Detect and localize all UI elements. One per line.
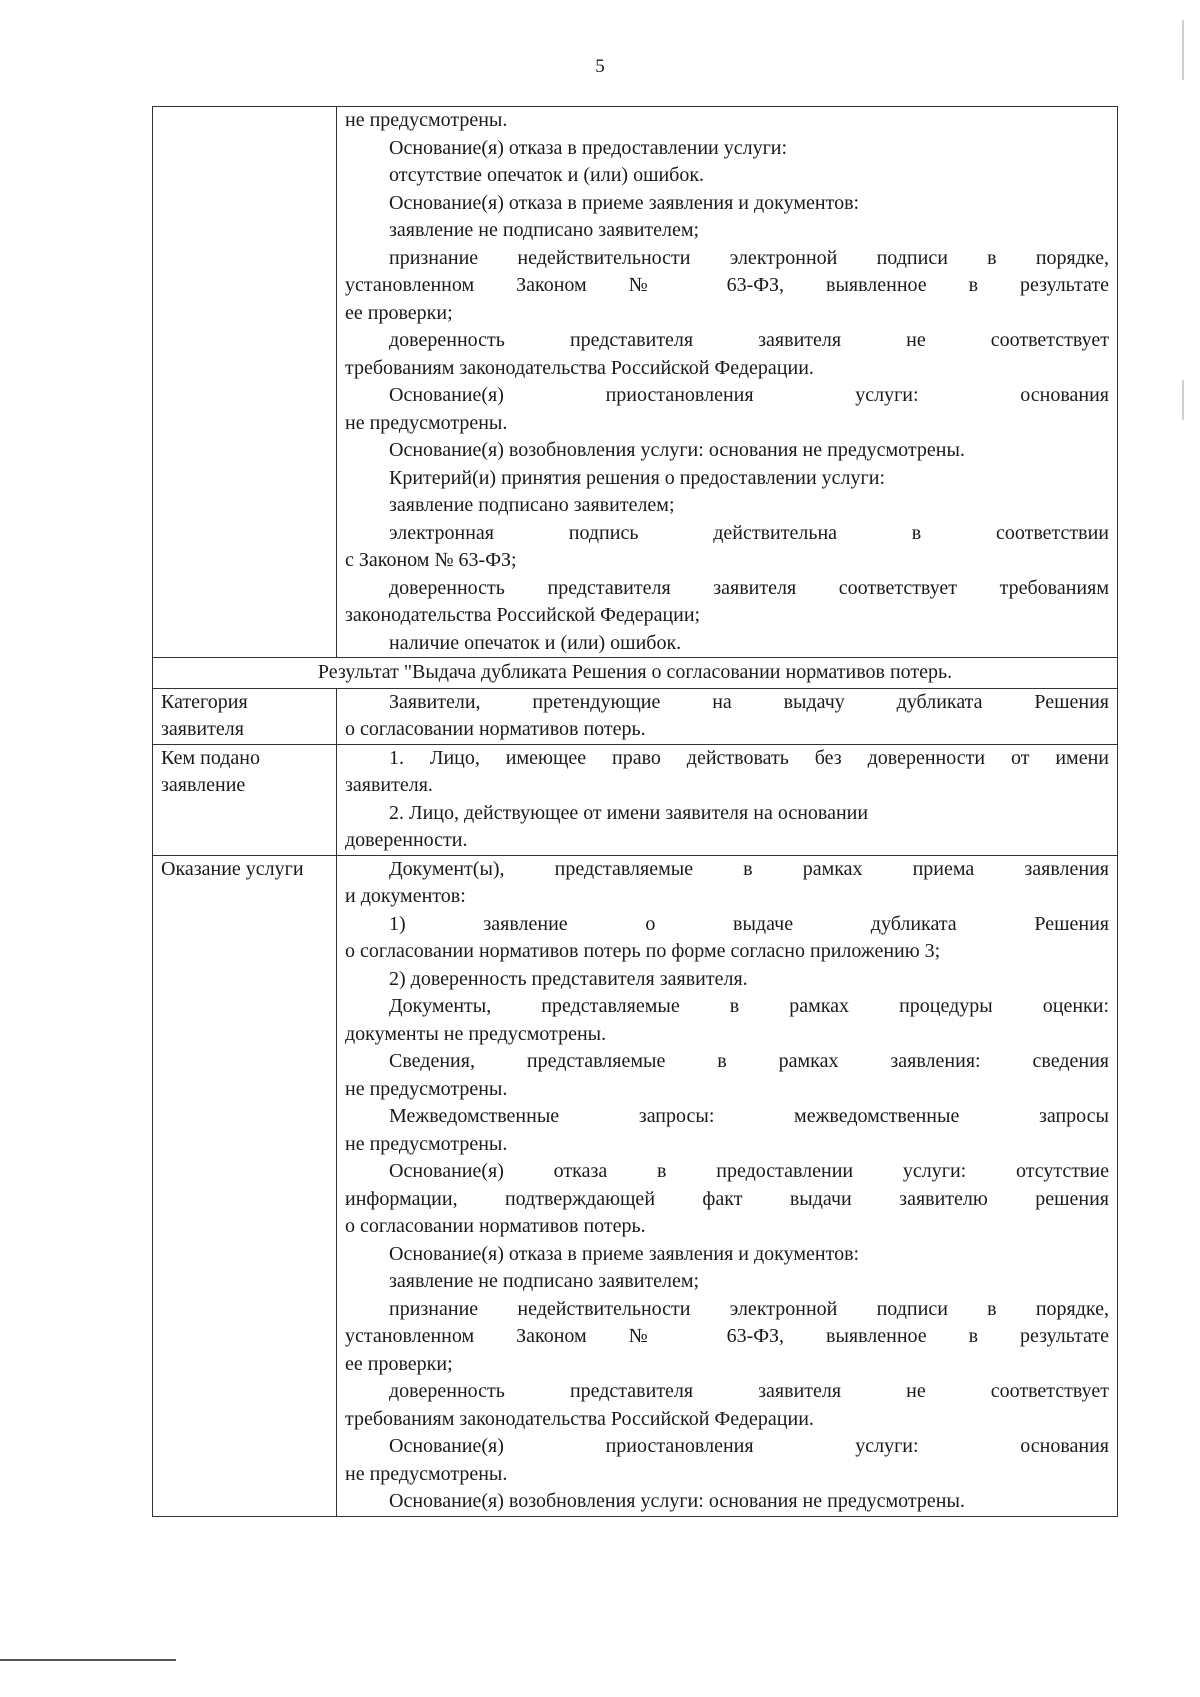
text-line: требованиям законодательства Российской Федерации. [345, 356, 814, 379]
text-line: Основание(я) отказа в приеме заявления и документов: [389, 1242, 860, 1265]
label-line: заявление [161, 774, 246, 796]
category-label [153, 688, 337, 744]
empty-label-cell [153, 107, 337, 658]
category-content [337, 688, 1118, 744]
scan-edge-line [0, 1659, 176, 1661]
text-line: наличие опечаток и (или) ошибок. [389, 631, 682, 654]
submitter-label [153, 744, 337, 855]
text-line: не предусмотрены. [345, 1462, 508, 1485]
text-line: заявление не подписано заявителем; [389, 1270, 700, 1292]
text-line: о согласовании нормативов потерь по форме согласно приложению 3; [345, 940, 941, 962]
result-title: Результат "Выдача дубликата Решения о согласовании нормативов потерь. [153, 658, 1118, 689]
page-number: 5 [595, 56, 605, 77]
text-line: не предусмотрены. [345, 109, 508, 131]
submitter-content [337, 744, 1118, 855]
text-line: требованиям законодательства Российской Федерации. [345, 1407, 814, 1430]
label-line: Кем подано [161, 746, 260, 769]
text-line: доверенность представителя заявителя соответствует требованиям [389, 576, 1109, 599]
label-line: Категория [161, 690, 248, 713]
text-line: доверенность представителя заявителя не соответствует [389, 329, 1109, 351]
text-line: установленном Законом № 63-ФЗ, выявленное в результате [345, 274, 1109, 296]
text-line: признание недействительности электронной подписи в порядке, [389, 246, 1109, 269]
text-line: Документ(ы), представляемые в рамках приема заявления [389, 857, 1109, 880]
service-content [337, 855, 1118, 1516]
text-line: Сведения, представляемые в рамках заявления: сведения [389, 1050, 1109, 1072]
text-line: 2) доверенность представителя заявителя. [389, 967, 748, 990]
text-line: о согласовании нормативов потерь. [345, 1215, 646, 1237]
text-line: доверенность представителя заявителя не соответствует [389, 1380, 1109, 1402]
scan-margin-mark [1182, 20, 1184, 80]
text-line: информации, подтверждающей факт выдачи заявителю решения [345, 1187, 1109, 1210]
scan-margin-mark [1182, 380, 1184, 420]
text-line: Основание(я) возобновления услуги: основания не предусмотрены. [389, 1490, 965, 1512]
text-line: признание недействительности электронной подписи в порядке, [389, 1297, 1109, 1320]
text-line: установленном Законом № 63-ФЗ, выявленное в результате [345, 1325, 1109, 1347]
label-line: Оказание услуги [161, 857, 304, 880]
text-line: Документы, представляемые в рамках процедуры оценки: [389, 995, 1109, 1017]
text-line: с Законом № 63-ФЗ; [345, 549, 517, 571]
text-line: заявление подписано заявителем; [389, 494, 675, 516]
criteria-cell [337, 107, 1118, 658]
text-line: законодательства Российской Федерации; [345, 604, 701, 626]
table-row [153, 855, 1118, 1516]
table-row [153, 658, 1118, 689]
table-row [153, 107, 1118, 658]
table-row [153, 688, 1118, 744]
text-line: 1. Лицо, имеющее право действовать без доверенности от имени [389, 746, 1109, 769]
text-line: ее проверки; [345, 1352, 453, 1375]
label-line: заявителя [161, 718, 244, 740]
text-line: Критерий(и) принятия решения о предоставлении услуги: [389, 466, 885, 489]
text-line: о согласовании нормативов потерь. [345, 718, 646, 740]
text-line: и документов: [345, 885, 466, 907]
table-row [153, 744, 1118, 855]
text-line: документы не предусмотрены. [345, 1022, 607, 1045]
text-line: Основание(я) приостановления услуги: основания [389, 1435, 1109, 1457]
text-line: заявителя. [345, 774, 433, 796]
text-line: не предусмотрены. [345, 1132, 508, 1155]
text-line: 2. Лицо, действующее от имени заявителя на основании [389, 801, 869, 824]
regulation-table [152, 106, 1118, 1517]
text-line: Основание(я) возобновления услуги: основания не предусмотрены. [389, 439, 965, 461]
text-line: ее проверки; [345, 301, 453, 324]
text-line: Основание(я) отказа в приеме заявления и документов: [389, 191, 860, 214]
text-line: Межведомственные запросы: межведомственные запросы [389, 1105, 1109, 1127]
text-line: Основание(я) отказа в предоставлении услуги: [389, 136, 788, 159]
text-line: не предусмотрены. [345, 411, 508, 434]
text-line: 1) заявление о выдаче дубликата Решения [389, 912, 1109, 935]
text-line: Основание(я) отказа в предоставлении услуги: отсутствие [389, 1160, 1109, 1182]
text-line: Заявители, претендующие на выдачу дубликата Решения [389, 690, 1109, 713]
text-line: заявление не подписано заявителем; [389, 219, 700, 241]
text-line: доверенности. [345, 829, 468, 851]
text-line: электронная подпись действительна в соответствии [389, 521, 1109, 544]
text-line: отсутствие опечаток и (или) ошибок. [389, 164, 705, 186]
service-label [153, 855, 337, 1516]
text-line: не предусмотрены. [345, 1077, 508, 1100]
text-line: Основание(я) приостановления услуги: основания [389, 384, 1109, 406]
